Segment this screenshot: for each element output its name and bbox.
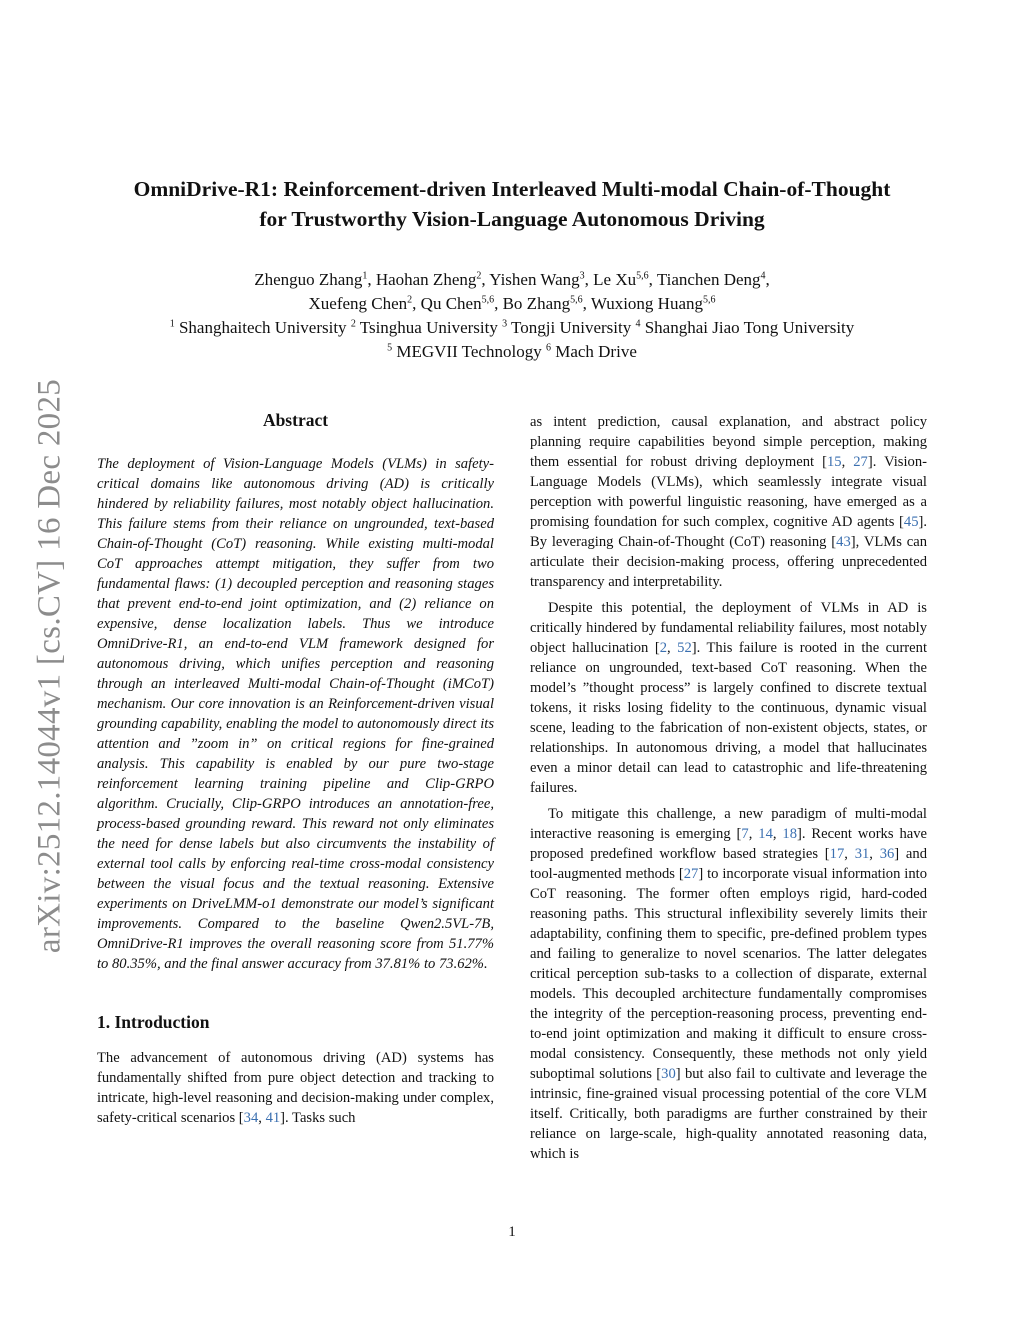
citation-link[interactable]: 31 [854,846,870,862]
affiliation-number: 1 [169,318,175,330]
arxiv-identifier-stamp: arXiv:2512.14044v1 [cs.CV] 16 Dec 2025 [31,378,68,954]
author-affiliation-mark: 2 [476,270,482,282]
author-name: Zhenguo Zhang [254,270,363,289]
author-name: Qu Chen [420,294,482,313]
author-affiliation-mark: 3 [579,270,585,282]
affiliation-number: 4 [635,318,641,330]
body-paragraph-hallucination: Despite this potential, the deployment of VLMs in AD is critically hindered by fundamental reliability failures, most notably object hallucination [2, 52]. This failure is rooted in the current reliance on ungrounded, text-based CoT reasoning. When the model’s ”thought process” is largely confined to discrete textual tokens, it risks losing fidelity to the continuous, dynamic visual scene, leading to the fabrication of non-existent objects, states, or relationships. In autonomous driving, a model that hallucinates even a minor detail can lead to catastrophic and life-threatening failures. [530,600,927,796]
citation-link[interactable]: 45 [903,514,919,530]
author-affiliation-mark: 5,6 [703,294,716,306]
left-column [97,408,494,1128]
author-name: Le Xu [593,270,637,289]
section-heading-introduction: 1. Introduction [97,1012,210,1032]
affiliation-name: Tongji University [507,318,636,337]
author-line-2: Xuefeng Chen$^2$, Qu Chen$^{5,6}$, Bo Zhang$^{5,6}$, Wuxiong Huang$^{5,6}$ [308,294,716,313]
author-name: Bo Zhang [502,294,571,313]
affiliation-number: 6 [545,342,551,354]
citation-link[interactable]: 15 [826,454,842,470]
citation-link[interactable]: 7 [741,826,749,842]
citation-link[interactable]: 27 [853,454,868,470]
intro-paragraph-1: The advancement of autonomous driving (AD) systems has fundamentally shifted from pure object detection and tracking to intricate, high-level reasoning and decision-making under complex, safety-critical scenarios [34, 41]. Tasks such [97,1050,494,1126]
affiliation-name: Tsinghua University [355,318,503,337]
affiliation-name: Mach Drive [550,342,637,361]
citation-link[interactable]: 17 [829,846,845,862]
author-name: Tianchen Deng [656,270,761,289]
author-name: Wuxiong Huang [590,294,703,313]
citation-link[interactable]: 52 [677,640,692,656]
affiliation-name: Shanghai Jiao Tong University [640,318,855,337]
paper-title-line-2: for Trustworthy Vision-Language Autonomous Driving [259,207,765,231]
affiliation-number: 5 [387,342,393,354]
citation-link[interactable]: 2 [659,640,667,656]
author-affiliation-mark: 1 [362,270,368,282]
citation-link[interactable]: 27 [683,866,699,882]
author-affiliation-mark: 4 [760,270,766,282]
citation-link[interactable]: 36 [879,846,895,862]
citation-link[interactable]: 30 [661,1066,676,1082]
affiliation-line-2 [60,340,964,364]
author-block [60,268,964,364]
paper-title [60,174,964,234]
affiliation-number: 2 [350,318,356,330]
affiliation-number: 3 [502,318,508,330]
body-paragraph-paradigm: To mitigate this challenge, a new paradigm of multi-modal interactive reasoning is emerging [7, 14, 18]. Recent works have proposed predefined workflow based strategies [17, 31, 36] and tool-augmented methods [27] to incorporate visual information into CoT reasoning. The former often employs rigid, hard-coded reasoning paths. This structural inflexibility severely limits their adaptability, confining them to specific, pre-defined problem types and failing to generalize to novel scenarios. The latter delegates critical perception sub-tasks to a collection of disparate, external models. This decoupled architecture fundamentally compromises the integrity of the perception-reasoning process, preventing end-to-end joint optimization and making it difficult to ensure cross-modal consistency. Consequently, these methods not only yield suboptimal solutions [30] but also fail to cultivate and leverage the intrinsic, fine-grained visual processing potential of the core VLM itself. Critically, both paradigms are further constrained by their reliance on large-scale, high-quality annotated reasoning data, which is [530,806,927,1162]
affiliation-line-1 [60,316,964,340]
author-affiliation-mark: 5,6 [570,294,583,306]
affiliation-name: Shanghaitech University [174,318,351,337]
citation-link[interactable]: 43 [836,534,851,550]
affiliation-name: MEGVII Technology [392,342,546,361]
right-column [530,412,927,1164]
citation-link[interactable]: 41 [265,1110,281,1126]
paper-title-line-1: OmniDrive-R1: Reinforcement-driven Interleaved Multi-modal Chain-of-Thought [133,177,891,201]
abstract-heading: Abstract [262,410,329,430]
citation-link[interactable]: 34 [243,1110,259,1126]
body-paragraph-continued: as intent prediction, causal explanation, and abstract policy planning require capabilities beyond simple perception, making them essential for robust driving deployment [15, 27]. Vision-Language Models (VLMs), which seamlessly integrate visual perception with powerful linguistic reasoning, have emerged as a promising foundation for such complex, cognitive AD agents [45]. By leveraging Chain-of-Thought (CoT) reasoning [43], VLMs can articulate their decision-making process, offering unprecedented transparency and interpretability. [530,414,928,590]
author-affiliation-mark: 5,6 [636,270,649,282]
citation-link[interactable]: 18 [782,826,798,842]
citation-link[interactable]: 14 [758,826,773,842]
author-line-1: Zhenguo Zhang$^1$, Haohan Zheng$^2$, Yishen Wang$^3$, Le Xu$^{5,6}$, Tianchen Deng$^4$, [254,270,770,289]
author-name: Xuefeng Chen [308,294,408,313]
abstract-text: The deployment of Vision-Language Models (VLMs) in safety-critical domains like autonomous driving (AD) is critically hindered by reliability failures, most notably object hallucination. This failure stems from their reliance on ungrounded, text-based Chain-of-Thought (CoT) reasoning. While existing multi-modal CoT approaches attempt mitigation, they suffer from two fundamental flaws: (1) decoupled perception and reasoning stages that prevent end-to-end joint optimization, and (2) reliance on expensive, dense localization labels. Thus we introduce OmniDrive-R1, an end-to-end VLM framework designed for autonomous driving, which unifies perception and reasoning through an interleaved Multi-modal Chain-of-Thought (iMCoT) mechanism. Our core innovation is an Reinforcement-driven visual grounding capability, enabling the model to autonomously direct its attention and ”zoom in” on critical regions for fine-grained analysis. This capability is enabled by our pure two-stage reinforcement learning training pipeline and Clip-GRPO algorithm. Crucially, Clip-GRPO introduces an annotation-free, process-based grounding reward. This reward not only eliminates the need for dense labels but also circumvents the instability of external tool calls by enforcing real-time cross-modal consistency between the visual focus and the textual reasoning. Extensive experiments on DriveLMM-o1 demonstrate our model’s significant improvements. Compared to the baseline Qwen2.5VL-7B, OmniDrive-R1 improves the overall reasoning score from 51.77% to 80.35%, and the final answer accuracy from 37.81% to 73.62%. [97,456,494,972]
author-name: Haohan Zheng [375,270,477,289]
author-affiliation-mark: 5,6 [481,294,495,306]
author-name: Yishen Wang [489,270,580,289]
author-affiliation-mark: 2 [407,294,413,306]
page-number: 1 [508,1224,516,1240]
